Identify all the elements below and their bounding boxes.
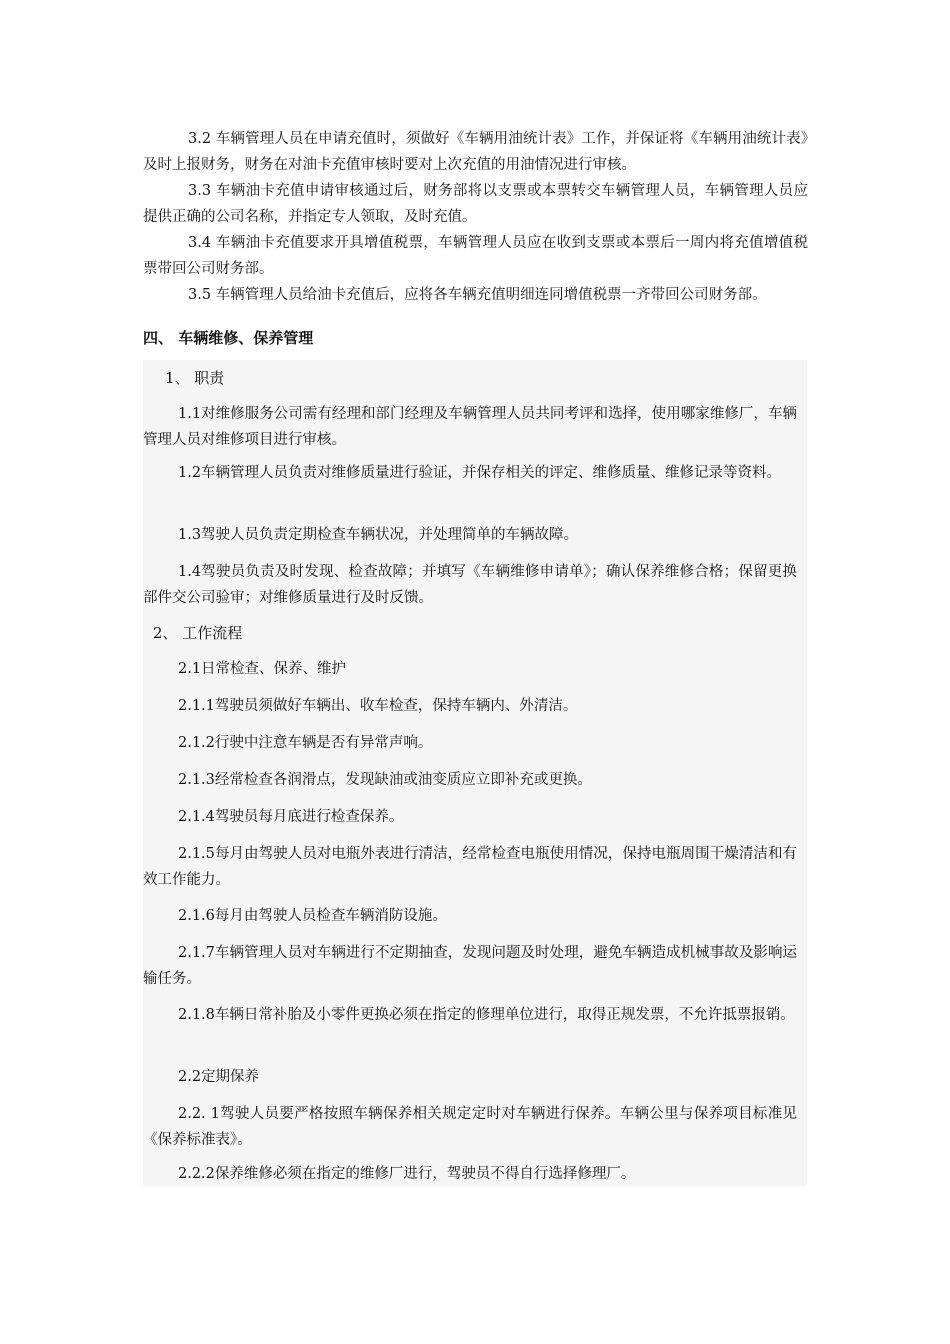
workflow-item-2-2-1: 2.2. 1驾驶人员要严格按照车辆保养相关规定定时对车辆进行保养。车辆公里与保养项目标准见《保养标准表》。 <box>143 1106 797 1148</box>
duty-item-1-1: 1.1对维修服务公司需有经理和部门经理及车辆管理人员共同考评和选择，使用哪家维修厂，车辆管理人员对维修项目进行审核。 <box>143 406 797 448</box>
workflow-item-2-1-4: 2.1.4驾驶员每月底进行检查保养。 <box>178 809 404 825</box>
workflow-item-2-1-8: 2.1.8车辆日常补胎及小零件更换必须在指定的修理单位进行，取得正规发票，不允许抵票报销。 <box>178 1007 795 1023</box>
workflow-item-2-2-2: 2.2.2保养维修必须在指定的维修厂进行，驾驶员不得自行选择修理厂。 <box>178 1166 636 1182</box>
paragraph-3-4: 3.4 车辆油卡充值要求开具增值税票，车辆管理人员应在收到支票或本票后一周内将充值增值税票带回公司财务部。 <box>143 235 808 277</box>
section-heading: 四、 车辆维修、保养管理 <box>143 329 314 347</box>
fuel-card-section <box>143 126 808 308</box>
duty-item-1-2: 1.2车辆管理人员负责对维修质量进行验证，并保存相关的评定、维修质量、维修记录等资料。 <box>178 465 782 481</box>
workflow-item-2-1-5: 2.1.5每月由驾驶人员对电瓶外表进行清洁，经常检查电瓶使用情况，保持电瓶周围干燥清洁和有效工作能力。 <box>143 846 797 888</box>
paragraph-3-5: 3.5 车辆管理人员给油卡充值后，应将各车辆充值明细连同增值税票一齐带回公司财务部。 <box>188 287 767 303</box>
duty-item-1-4: 1.4驾驶员负责及时发现、检查故障；并填写《车辆维修申请单》；确认保养维修合格；保留更换部件交公司验审；对维修质量进行及时反馈。 <box>143 564 797 606</box>
workflow-item-2-1-2: 2.1.2行驶中注意车辆是否有异常声响。 <box>178 735 433 751</box>
subheading-workflow: 2、 工作流程 <box>153 624 243 642</box>
paragraph-3-3: 3.3 车辆油卡充值申请审核通过后，财务部将以支票或本票转交车辆管理人员，车辆管理人员应提供正确的公司名称，并指定专人领取，及时充值。 <box>143 183 808 225</box>
workflow-item-2-1-6: 2.1.6每月由驾驶人员检查车辆消防设施。 <box>178 908 447 924</box>
workflow-item-2-1-3: 2.1.3经常检查各润滑点，发现缺油或油变质应立即补充或更换。 <box>178 772 592 788</box>
workflow-item-2-2: 2.2定期保养 <box>178 1069 260 1085</box>
duty-item-1-3: 1.3驾驶人员负责定期检查车辆状况，并处理简单的车辆故障。 <box>178 527 579 543</box>
workflow-item-2-1-7: 2.1.7车辆管理人员对车辆进行不定期抽查，发现问题及时处理，避免车辆造成机械事故及影响运输任务。 <box>143 945 797 987</box>
paragraph-3-2: 3.2 车辆管理人员在申请充值时，须做好《车辆用油统计表》工作，并保证将《车辆用油统计表》及时上报财务，财务在对油卡充值审核时要对上次充值的用油情况进行审核。 <box>143 131 808 173</box>
subheading-duties: 1、 职责 <box>165 369 225 387</box>
workflow-item-2-1-1: 2.1.1驾驶员须做好车辆出、收车检查，保持车辆内、外清洁。 <box>178 698 578 714</box>
workflow-item-2-1: 2.1日常检查、保养、维护 <box>178 661 347 677</box>
